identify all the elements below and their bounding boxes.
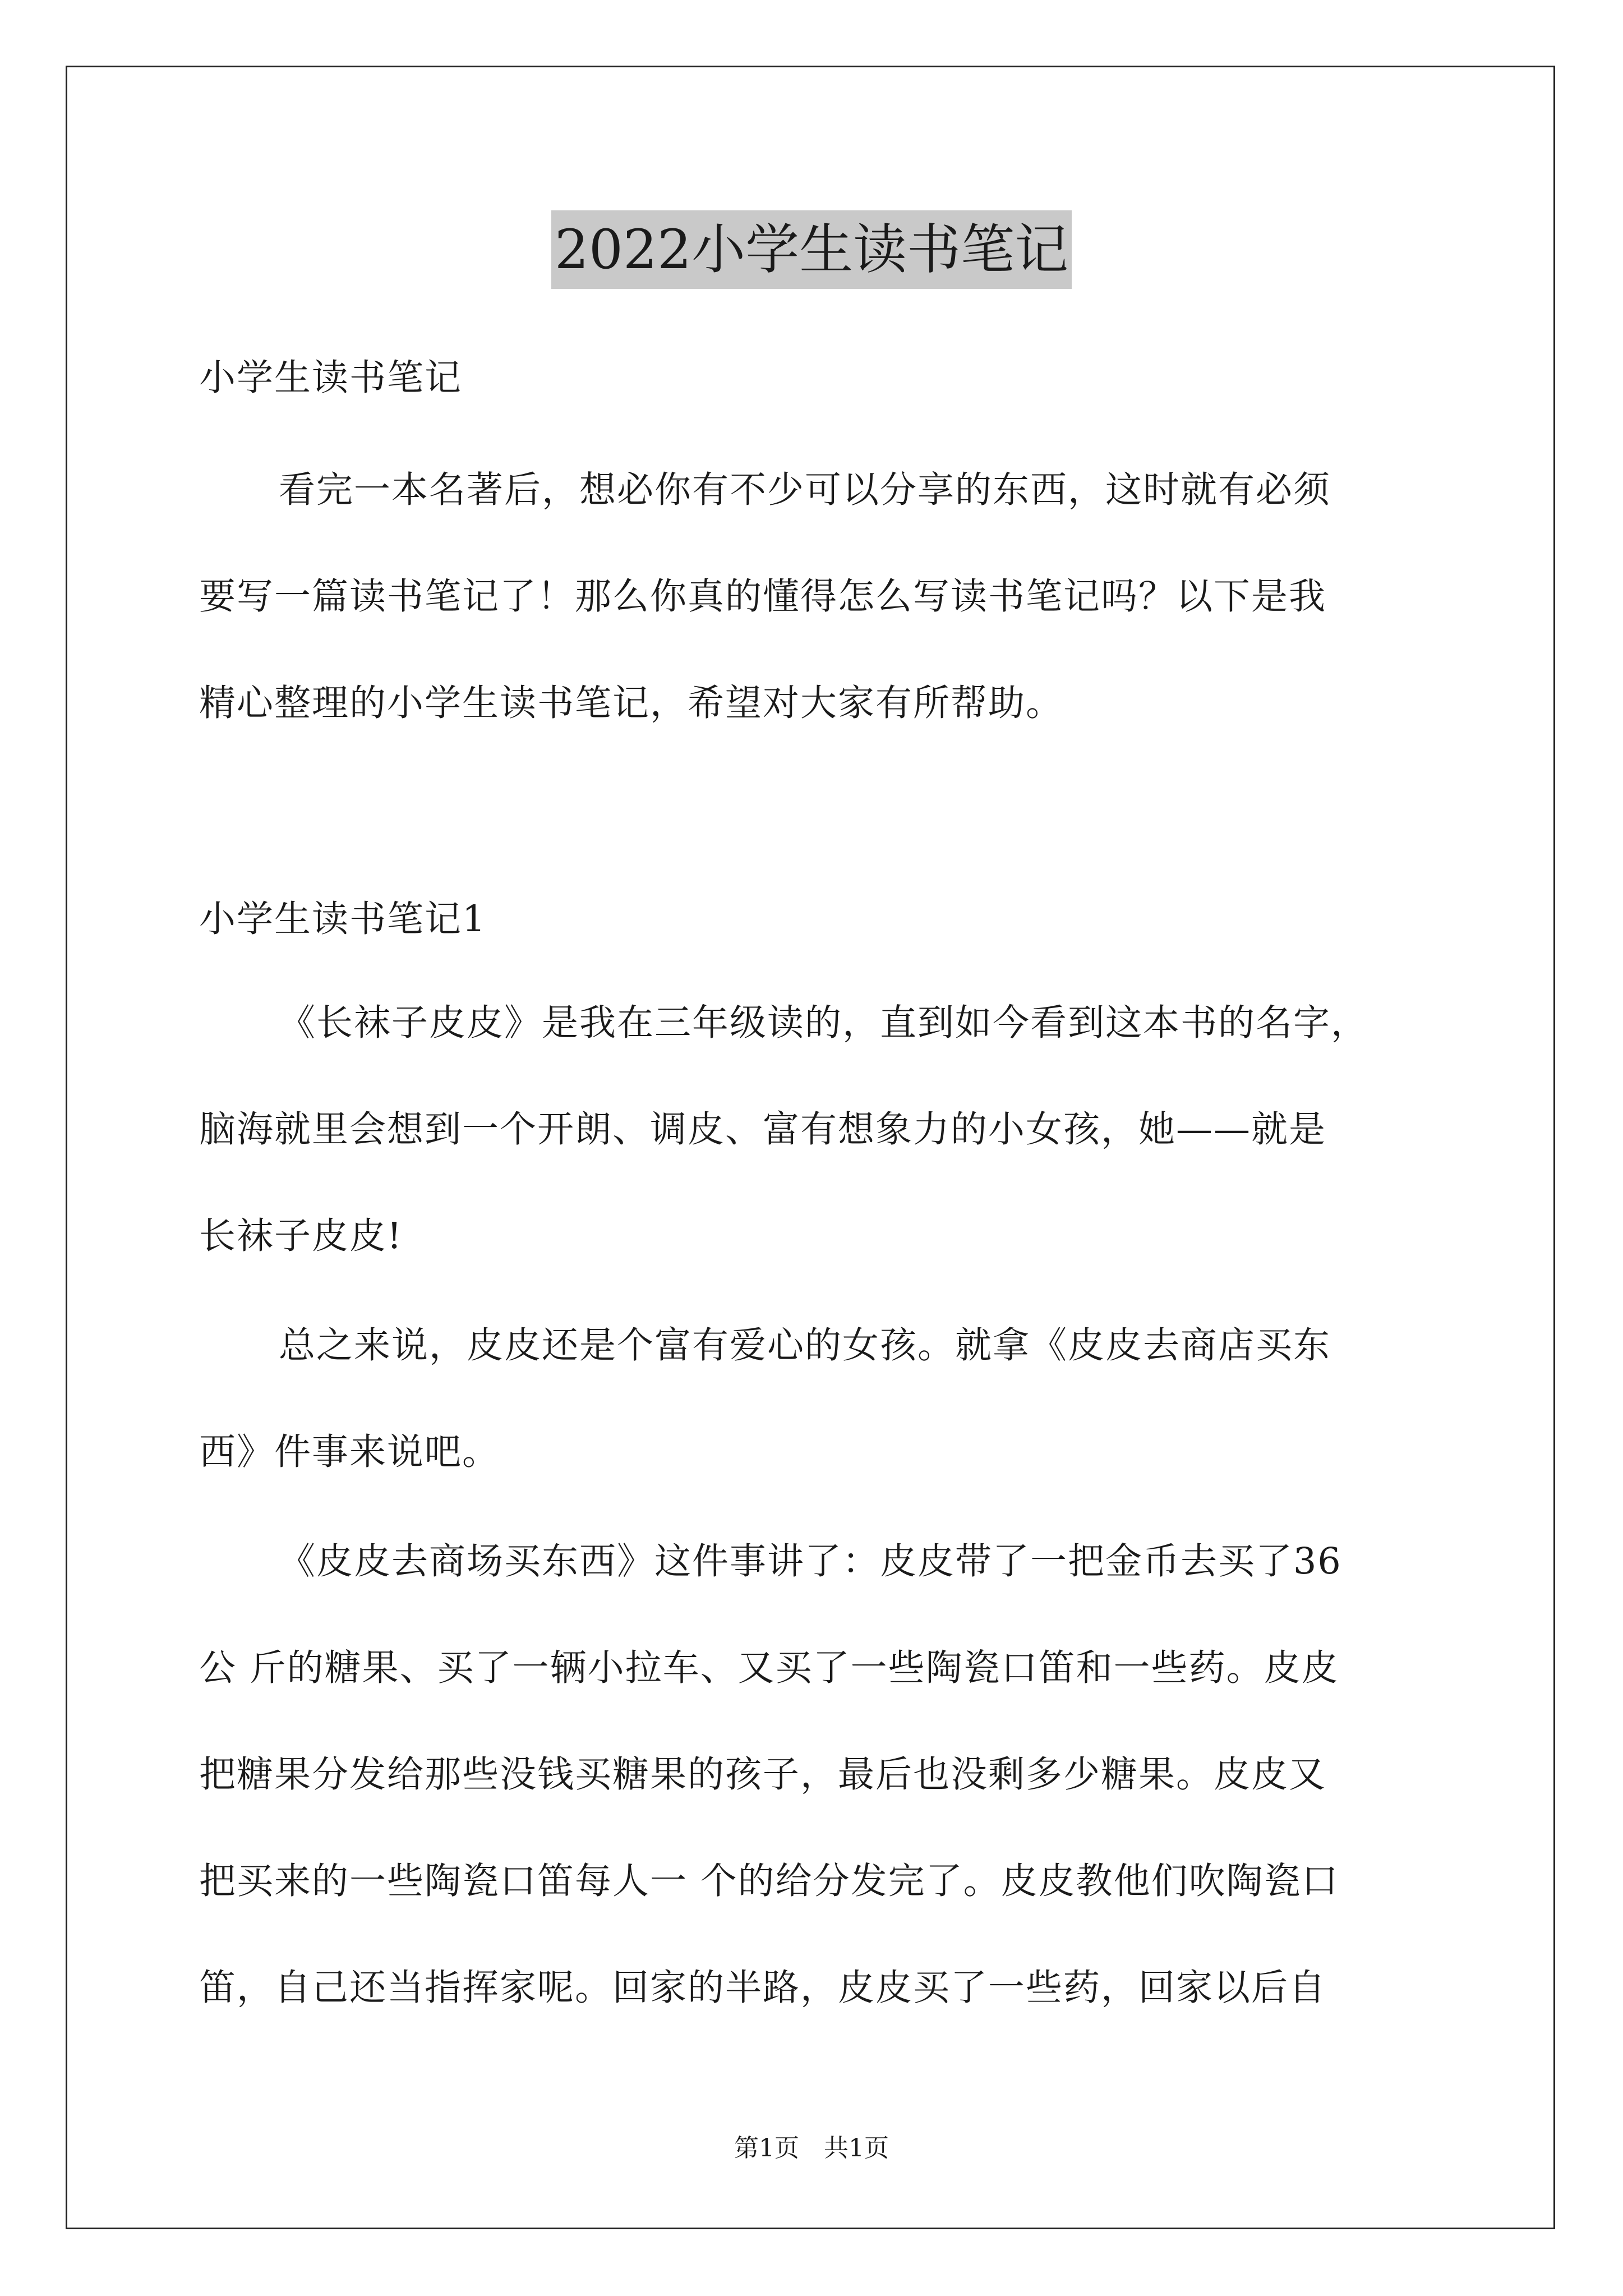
paragraph2-line-1: 总之来说，皮皮还是个富有爱心的女孩。就拿《皮皮去商店买东 [279, 1324, 1331, 1366]
section-heading: 小学生读书笔记1 [199, 898, 487, 940]
paragraph3-line-3: 把糖果分发给那些没钱买糖果的孩子，最后也没剩多少糖果。皮皮又 [199, 1754, 1327, 1796]
intro-line-2: 要写一篇读书笔记了！那么你真的懂得怎么写读书笔记吗？以下是我 [199, 576, 1327, 618]
document-title-wrap [0, 210, 1623, 289]
intro-line-3: 精心整理的小学生读书笔记，希望对大家有所帮助。 [199, 682, 1064, 724]
paragraph3-line-4: 把买来的一些陶瓷口笛每人一 个的给分发完了。皮皮教他们吹陶瓷口 [199, 1860, 1339, 1902]
subtitle: 小学生读书笔记 [199, 357, 463, 399]
paragraph1-line-2: 脑海就里会想到一个开朗、调皮、富有想象力的小女孩，她——就是 [199, 1108, 1327, 1151]
paragraph1-line-1: 《长袜子皮皮》是我在三年级读的，直到如今看到这本书的名字， [279, 1002, 1369, 1044]
page-footer: 第1页 共1页 [734, 2134, 889, 2162]
paragraph1-line-3: 长袜子皮皮! [199, 1215, 403, 1257]
paragraph3-line-2: 公 斤的糖果、买了一辆小拉车、又买了一些陶瓷口笛和一些药。皮皮 [199, 1647, 1339, 1689]
document-title: 2022小学生读书笔记 [551, 210, 1072, 289]
intro-line-1: 看完一本名著后，想必你有不少可以分享的东西，这时就有必须 [279, 469, 1331, 511]
paragraph2-line-2: 西》件事来说吧。 [199, 1431, 500, 1473]
paragraph3-line-5: 笛，自己还当指挥家呢。回家的半路，皮皮买了一些药，回家以后自 [199, 1967, 1327, 2009]
paragraph3-line-1: 《皮皮去商场买东西》这件事讲了：皮皮带了一把金币去买了36 [279, 1540, 1342, 1582]
